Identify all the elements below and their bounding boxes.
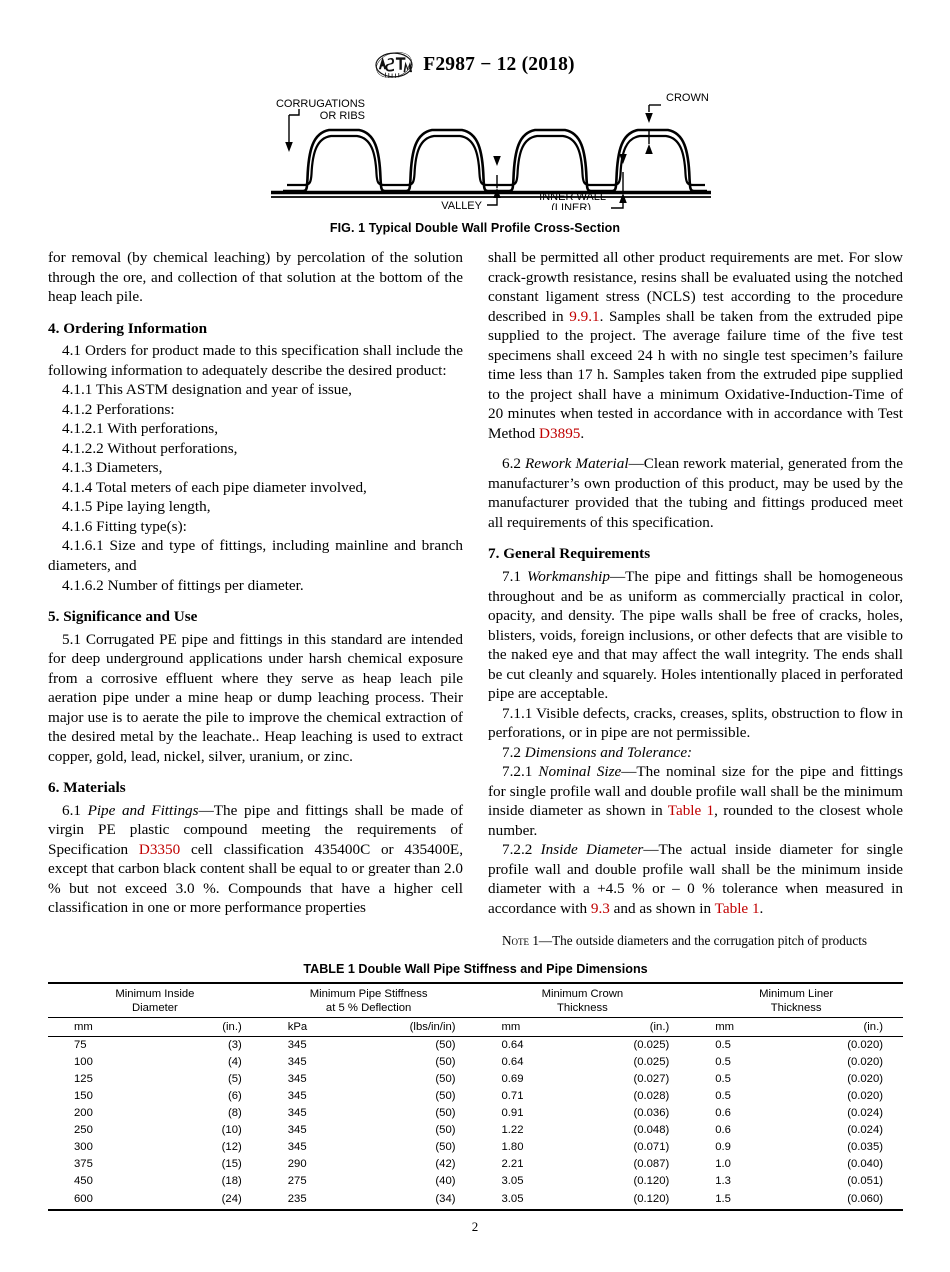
group-header-liner-thickness	[689, 984, 903, 1017]
cell-in-liner: (0.035)	[847, 1141, 883, 1154]
cell-lbsinin: (42)	[435, 1158, 456, 1171]
cell-lbsinin: (50)	[435, 1039, 456, 1052]
cell-in-liner: (0.051)	[847, 1175, 883, 1188]
left-column	[48, 248, 463, 918]
figure-label-or-ribs: OR RIBS	[319, 110, 365, 122]
table-row	[48, 1088, 903, 1105]
paragraph-6-1	[48, 801, 463, 918]
cell-in-id: (18)	[221, 1175, 242, 1188]
cell-mm-crown: 0.64	[501, 1056, 524, 1069]
paragraph-7-1	[488, 567, 903, 704]
cell-in-id: (4)	[227, 1056, 242, 1069]
cell-in-id: (8)	[227, 1107, 242, 1120]
cell-lbsinin: (50)	[435, 1141, 456, 1154]
cell-mm-liner: 0.6	[715, 1107, 731, 1120]
cell-in-crown: (0.071)	[633, 1141, 670, 1154]
paragraph-7-2-1-term: Nominal Size	[538, 763, 622, 781]
cell-in-id: (12)	[221, 1141, 242, 1154]
cell-mm-liner: 0.5	[715, 1039, 731, 1052]
cell-kpa: 345	[287, 1107, 307, 1120]
paragraph-4-1-2-1: 4.1.2.1 With perforations,	[62, 420, 219, 438]
paragraph-4-1-6-2: 4.1.6.2 Number of fittings per diameter.	[62, 576, 304, 594]
cell-mm-crown: 3.05	[501, 1175, 524, 1188]
cell-mm-crown: 0.64	[501, 1039, 524, 1052]
paragraph-7-1-text: —The pipe and fittings shall be homogeneous throughout and be as uniform as commercially practical in color, opacity, and density. The pipe walls shall be free of cracks, holes, blisters, voids, foreign inclusions, or other defects that are visible to the naked eye and that may affect the wall integrity. The ends shall be cut cleanly and squarely. Holes intentionally placed in perforated pipe are acceptable.	[488, 567, 903, 703]
document-designation: F2987 − 12 (2018)	[423, 54, 575, 75]
link-table-1-b[interactable]: Table 1	[714, 900, 760, 917]
paragraph-7-2-term: Dimensions and Tolerance:	[524, 743, 693, 761]
table-group-header-row	[48, 984, 903, 1017]
figure-label-valley: VALLEY	[441, 200, 482, 210]
group-header-inside-diameter	[48, 984, 262, 1017]
heading-section-7: 7. General Requirements	[488, 545, 651, 563]
table-row	[48, 1139, 903, 1156]
cell-lbsinin: (50)	[435, 1090, 456, 1103]
group-header-line2: at 5 % Deflection	[325, 1002, 412, 1015]
cell-kpa: 290	[287, 1158, 307, 1171]
cell-kpa: 275	[287, 1175, 307, 1188]
cell-mm-crown: 2.21	[501, 1158, 524, 1171]
paragraph-7-2-2-text-b: and as shown in	[609, 900, 715, 917]
paragraph-intro: for removal (by chemical leaching) by percolation of the solution through the ore, and collection of that solution at the bottom of the heap leach pile.	[48, 249, 463, 306]
group-header-line1: Minimum Inside	[115, 988, 195, 1000]
cell-in-crown: (0.120)	[633, 1175, 670, 1188]
cell-kpa: 235	[287, 1192, 307, 1205]
group-header-line2: Diameter	[131, 1002, 178, 1015]
figure-1-graphic	[225, 92, 725, 215]
link-d3350[interactable]: D3350	[138, 840, 181, 858]
cell-in-crown: (0.036)	[633, 1107, 670, 1120]
figure-label-crown: CROWN	[666, 92, 709, 104]
cell-kpa: 345	[287, 1090, 307, 1103]
link-table-1-a[interactable]: Table 1	[667, 802, 715, 820]
cell-in-liner: (0.020)	[847, 1090, 883, 1103]
paragraph-4-1: 4.1 Orders for product made to this specification shall include the following information to adequately describe the desired product:	[48, 342, 463, 379]
cell-in-id: (24)	[221, 1192, 242, 1205]
cell-mm-liner: 0.5	[715, 1073, 731, 1086]
note-1-label: Note	[502, 932, 530, 948]
paragraph-6-2-term: Rework Material	[525, 455, 629, 473]
paragraph-5-1: 5.1 Corrugated PE pipe and fittings in this standard are intended for deep underground applications under harsh chemical exposure from a corrosive effluent where they serve as heap leach pile aeration pipe under a mine heap or dump leaching process. Their major use is to aerate the pile to improve the chemical extraction of the desired metal by the leachate.. Heap leaching is used to extract copper, gold, lead, nickel, silver, uranium, or zinc.	[48, 630, 463, 765]
cell-in-crown: (0.025)	[633, 1039, 670, 1052]
group-header-pipe-stiffness	[262, 984, 476, 1017]
figure-label-corrugations: CORRUGATIONS	[275, 98, 365, 110]
cell-kpa: 345	[287, 1124, 307, 1137]
cell-mm-crown: 0.69	[501, 1073, 524, 1086]
paragraph-6-1-number: 6.1	[62, 801, 81, 819]
paragraph-4-1-2-2: 4.1.2.2 Without perforations,	[62, 439, 238, 457]
group-header-line1: Minimum Pipe Stiffness	[309, 988, 428, 1000]
paragraph-4-1-6-1: 4.1.6.1 Size and type of fittings, including mainline and branch diameters, and	[48, 537, 463, 574]
cell-kpa: 345	[287, 1141, 307, 1154]
link-9-3[interactable]: 9.3	[590, 900, 610, 917]
document-header	[0, 50, 950, 80]
group-header-crown-thickness	[476, 984, 690, 1017]
link-9-9-1[interactable]: 9.9.1	[569, 307, 600, 325]
table-1-title: TABLE 1 Double Wall Pipe Stiffness and Pipe Dimensions	[303, 962, 648, 976]
cell-mm-id: 100	[74, 1056, 93, 1069]
table-row	[48, 1122, 903, 1139]
heading-section-6: 6. Materials	[48, 779, 126, 797]
right-column	[488, 248, 903, 949]
table-row	[48, 1071, 903, 1088]
table-unit-header-row	[48, 1017, 903, 1036]
paragraph-7-2-1-text-b: , rounded to the closest whole number.	[488, 802, 903, 839]
paragraph-7-2-1	[488, 762, 903, 840]
cell-in-id: (10)	[221, 1124, 242, 1137]
page-number: 2	[471, 1219, 479, 1234]
body-columns	[48, 248, 903, 948]
cell-in-liner: (0.024)	[847, 1124, 883, 1137]
cell-lbsinin: (50)	[435, 1056, 456, 1069]
cell-mm-liner: 0.5	[715, 1090, 731, 1103]
cell-lbsinin: (34)	[435, 1192, 456, 1205]
group-header-line1: Minimum Liner	[759, 988, 834, 1000]
table-bottom-rule	[48, 1209, 903, 1211]
unit-header-mm-id: mm	[48, 1017, 155, 1036]
paragraph-7-2-2-text-c: .	[759, 900, 764, 917]
cell-mm-crown: 0.71	[501, 1090, 524, 1103]
paragraph-6-2-number: 6.2	[502, 455, 521, 473]
cell-in-crown: (0.087)	[633, 1158, 670, 1171]
paragraph-7-2-2-term: Inside Diameter	[540, 841, 644, 859]
cell-in-crown: (0.025)	[633, 1056, 670, 1069]
paragraph-4-1-3: 4.1.3 Diameters,	[62, 459, 163, 477]
paragraph-6-1-cont-a: shall be permitted all other product requirements are met. For slow crack-growth resistance, resins shall be evaluated using the notched constant ligament stress (NCLS) test according to the procedure described in	[488, 249, 903, 325]
unit-header-kpa: kPa	[262, 1017, 369, 1036]
cell-mm-id: 125	[74, 1073, 93, 1086]
cell-lbsinin: (50)	[435, 1107, 456, 1120]
link-d3895[interactable]: D3895	[539, 424, 581, 442]
table-1	[48, 982, 903, 1209]
paragraph-7-2	[488, 743, 903, 763]
unit-header-mm-liner: mm	[689, 1017, 796, 1036]
cell-kpa: 345	[287, 1073, 307, 1086]
cell-mm-id: 600	[74, 1192, 93, 1205]
heading-section-4: 4. Ordering Information	[48, 319, 208, 337]
paragraph-4-1-4: 4.1.4 Total meters of each pipe diameter involved,	[62, 478, 367, 496]
paragraph-6-2-text: —Clean rework material, generated from the manufacturer’s own production of this product, may be used by the manufacturer provided that the tubing and fittings produced meet all requirements of this specification.	[488, 455, 903, 531]
paragraph-4-1-1: 4.1.1 This ASTM designation and year of issue,	[62, 381, 352, 399]
paragraph-6-1-text-b: cell classification 435400C or 435400E, except that carbon black content shall be equal to or greater than 2.0 % but not exceed 3.0 %. Compounds that have a higher cell classification in one or more performance properties	[48, 840, 463, 917]
table-row	[48, 1173, 903, 1190]
cell-in-liner: (0.020)	[847, 1073, 883, 1086]
cell-in-id: (3)	[227, 1039, 242, 1052]
table-body	[48, 1036, 903, 1209]
paragraph-4-1-2: 4.1.2 Perforations:	[62, 400, 175, 418]
group-header-line1: Minimum Crown	[541, 988, 624, 1000]
cell-in-liner: (0.020)	[847, 1056, 883, 1069]
paragraph-7-2-number: 7.2	[502, 743, 521, 761]
cell-in-crown: (0.120)	[633, 1192, 670, 1205]
cell-mm-crown: 1.22	[501, 1124, 524, 1137]
paragraph-4-1-6: 4.1.6 Fitting type(s):	[62, 517, 187, 535]
unit-header-in-liner: (in.)	[796, 1017, 903, 1036]
cell-mm-id: 150	[74, 1090, 93, 1103]
group-header-line2: Thickness	[770, 1002, 822, 1015]
cell-in-liner: (0.040)	[847, 1158, 883, 1171]
cell-in-crown: (0.048)	[633, 1124, 670, 1137]
table-row	[48, 1105, 903, 1122]
note-1-number: 1	[529, 932, 539, 948]
cell-in-liner: (0.024)	[847, 1107, 883, 1120]
cell-mm-liner: 0.9	[715, 1141, 731, 1154]
cell-mm-liner: 1.0	[715, 1158, 731, 1171]
unit-header-in-id: (in.)	[155, 1017, 262, 1036]
paragraph-6-1-text-a: —The pipe and fittings shall be made of virgin PE plastic compound meeting the requirements of Specification	[48, 801, 464, 858]
cell-in-id: (15)	[221, 1158, 242, 1171]
paragraph-7-1-term: Workmanship	[526, 567, 610, 585]
paragraph-6-1-cont-b: . Samples shall be taken from the extruded pipe supplied to the project. The average failure time of the five test specimens shall exceed 24 h with no single test specimen’s failure time less than 17 h. Samples taken from the extruded pipe supplied to the project shall have a minimum Oxidative-Induction-Time of 20 minutes when tested in accordance with in accordance with Test Method	[488, 307, 904, 442]
paragraph-7-2-2-text-a: —The actual inside diameter for single profile wall and double profile wall shall be the minimum inside diameter with a +4.5 % or – 0 % tolerance when measured in accordance with	[488, 841, 903, 917]
cell-mm-id: 250	[74, 1124, 93, 1137]
cell-mm-liner: 1.5	[715, 1192, 731, 1205]
cell-in-id: (5)	[227, 1073, 242, 1086]
group-header-line2: Thickness	[556, 1002, 608, 1015]
paragraph-6-1-cont-c: .	[580, 424, 585, 442]
cell-mm-crown: 1.80	[501, 1141, 524, 1154]
cell-mm-liner: 0.5	[715, 1056, 731, 1069]
paragraph-7-2-2	[488, 840, 903, 918]
cell-in-liner: (0.060)	[847, 1192, 883, 1205]
paragraph-7-2-2-number: 7.2.2	[502, 841, 533, 859]
paragraph-7-1-1: 7.1.1 Visible defects, cracks, creases, splits, obstruction to flow in perforations, or in pipe are not permissible.	[488, 704, 903, 742]
table-1-block	[48, 962, 903, 1211]
figure-1-caption: FIG. 1 Typical Double Wall Profile Cross-Section	[329, 221, 621, 235]
cell-kpa: 345	[287, 1039, 307, 1052]
cell-mm-id: 200	[74, 1107, 93, 1120]
figure-label-liner: (LINER)	[551, 202, 591, 210]
unit-header-lbsinin: (lbs/in/in)	[369, 1017, 476, 1036]
cell-mm-crown: 0.91	[501, 1107, 524, 1120]
cell-mm-liner: 1.3	[715, 1175, 731, 1188]
paragraph-7-2-1-text-a: —The nominal size for the pipe and fittings for single profile wall and double profile wall shall be the minimum inside diameter as shown in	[488, 763, 903, 820]
paragraph-4-1-5: 4.1.5 Pipe laying length,	[62, 498, 211, 516]
table-row	[48, 1190, 903, 1209]
unit-header-mm-crown: mm	[476, 1017, 583, 1036]
cell-mm-id: 450	[74, 1175, 93, 1188]
paragraph-6-2	[488, 454, 903, 532]
figure-label-inner-wall: INNER WALL	[539, 191, 606, 203]
table-row	[48, 1156, 903, 1173]
unit-header-in-crown: (in.)	[582, 1017, 689, 1036]
note-1	[488, 933, 903, 950]
cell-mm-liner: 0.6	[715, 1124, 731, 1137]
paragraph-6-1-continued	[488, 248, 903, 443]
cell-in-id: (6)	[227, 1090, 242, 1103]
note-1-text: —The outside diameters and the corrugation pitch of products	[538, 932, 868, 948]
astm-logo-icon	[375, 50, 413, 80]
table-row	[48, 1054, 903, 1071]
cell-lbsinin: (50)	[435, 1124, 456, 1137]
paragraph-7-2-1-number: 7.2.1	[502, 763, 533, 781]
cell-in-liner: (0.020)	[847, 1039, 883, 1052]
figure-1	[0, 92, 950, 235]
cell-mm-crown: 3.05	[501, 1192, 524, 1205]
cell-in-crown: (0.027)	[633, 1073, 670, 1086]
cell-lbsinin: (40)	[435, 1175, 456, 1188]
paragraph-6-1-term: Pipe and Fittings	[87, 801, 199, 819]
paragraph-7-1-number: 7.1	[502, 567, 521, 585]
cell-mm-id: 75	[74, 1039, 87, 1052]
cell-mm-id: 300	[74, 1141, 93, 1154]
heading-section-5: 5. Significance and Use	[48, 608, 198, 626]
cell-lbsinin: (50)	[435, 1073, 456, 1086]
cell-mm-id: 375	[74, 1158, 93, 1171]
cell-kpa: 345	[287, 1056, 307, 1069]
table-row	[48, 1036, 903, 1054]
cell-in-crown: (0.028)	[633, 1090, 670, 1103]
